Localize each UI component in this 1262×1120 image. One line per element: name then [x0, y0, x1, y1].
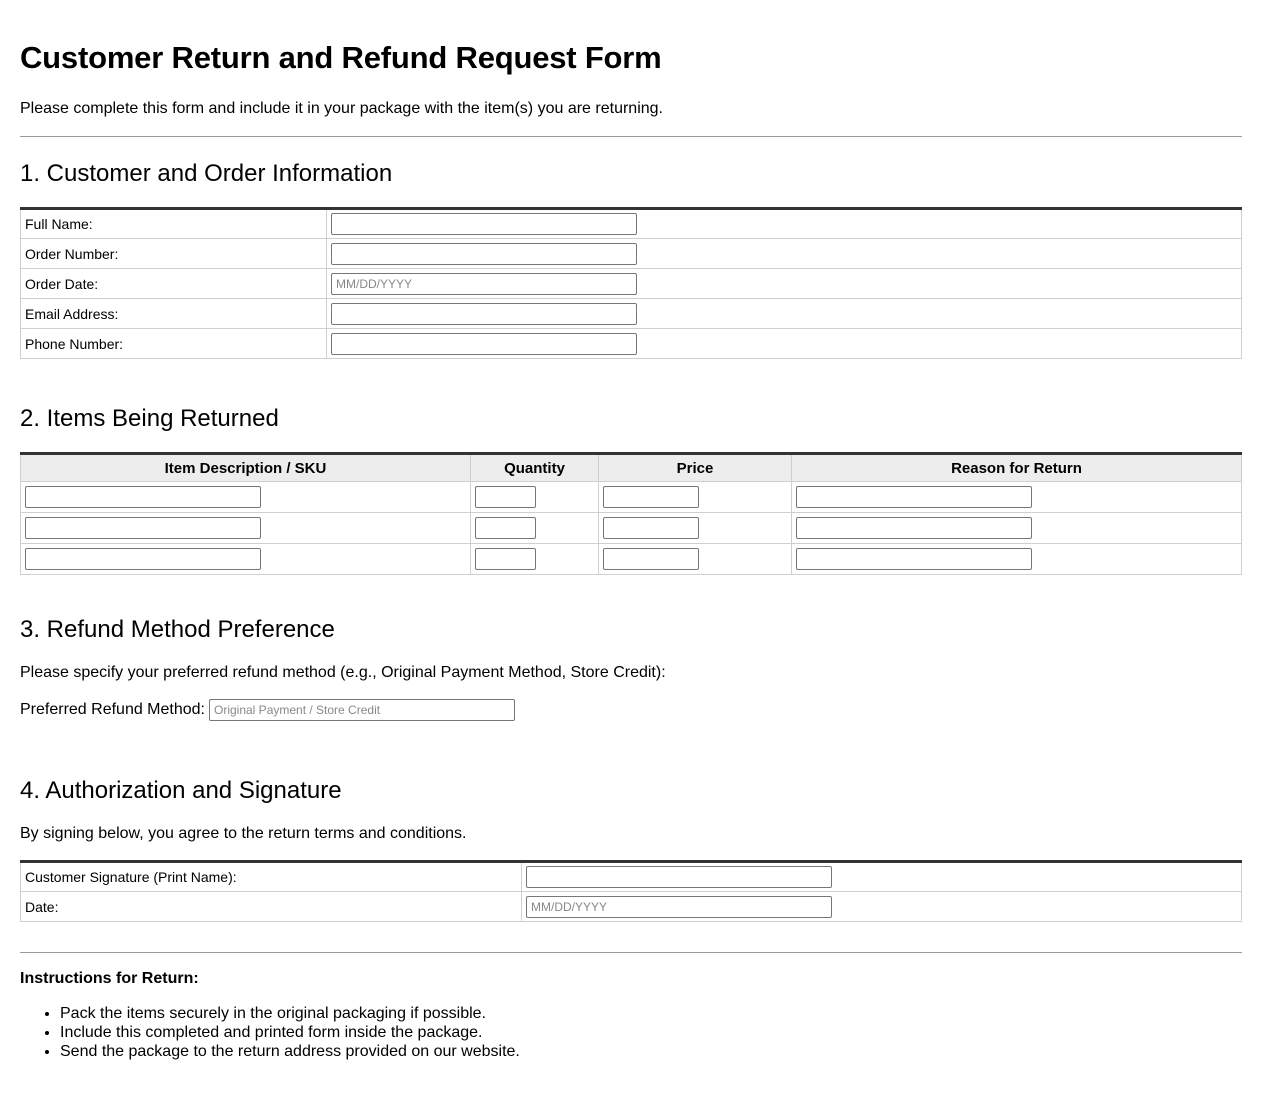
divider — [20, 952, 1242, 953]
email-label: Email Address: — [21, 299, 327, 329]
table-row — [21, 513, 1242, 544]
column-header-price: Price — [599, 454, 792, 482]
section-3-heading: 3. Refund Method Preference — [20, 616, 335, 643]
section-4-heading: 4. Authorization and Signature — [20, 777, 342, 804]
section-1-heading: 1. Customer and Order Information — [20, 160, 393, 187]
refund-method-row — [20, 699, 515, 721]
phone-input[interactable] — [331, 333, 637, 355]
signature-label: Customer Signature (Print Name): — [21, 862, 522, 892]
list-item: • Include this completed and printed form inside the package. — [60, 1023, 520, 1042]
order-number-label: Order Number: — [21, 239, 327, 269]
table-row — [21, 209, 1242, 239]
customer-info-table — [20, 207, 1242, 359]
table-header-row — [21, 454, 1242, 482]
intro-text: Please complete this form and include it in your package with the item(s) you are returning. — [20, 100, 663, 117]
item-description-input[interactable] — [25, 548, 261, 570]
table-row — [21, 892, 1242, 922]
order-date-label: Order Date: — [21, 269, 327, 299]
item-price-input[interactable] — [603, 548, 699, 570]
item-reason-input[interactable] — [796, 517, 1032, 539]
item-reason-input[interactable] — [796, 548, 1032, 570]
items-table — [20, 452, 1242, 575]
order-date-input[interactable] — [331, 273, 637, 295]
table-row — [21, 239, 1242, 269]
instructions-title: Instructions for Return: — [20, 970, 199, 987]
instructions-list — [20, 1004, 520, 1061]
signature-input[interactable] — [526, 866, 832, 888]
signature-date-input[interactable] — [526, 896, 832, 918]
item-quantity-input[interactable] — [475, 517, 536, 539]
table-row — [21, 862, 1242, 892]
list-item: • Pack the items securely in the original packaging if possible. — [60, 1004, 520, 1023]
full-name-label: Full Name: — [21, 209, 327, 239]
page-title: Customer Return and Refund Request Form — [20, 40, 662, 75]
table-row — [21, 299, 1242, 329]
item-description-input[interactable] — [25, 486, 261, 508]
divider — [20, 136, 1242, 137]
column-header-quantity: Quantity — [471, 454, 599, 482]
refund-instructions-text: Please specify your preferred refund method (e.g., Original Payment Method, Store Credit): — [20, 664, 666, 681]
section-2-heading: 2. Items Being Returned — [20, 405, 279, 432]
item-price-input[interactable] — [603, 517, 699, 539]
table-row — [21, 329, 1242, 359]
table-row — [21, 544, 1242, 575]
order-number-input[interactable] — [331, 243, 637, 265]
phone-label: Phone Number: — [21, 329, 327, 359]
full-name-input[interactable] — [331, 213, 637, 235]
refund-method-label: Preferred Refund Method: — [20, 701, 205, 718]
item-quantity-input[interactable] — [475, 486, 536, 508]
item-reason-input[interactable] — [796, 486, 1032, 508]
column-header-description: Item Description / SKU — [21, 454, 471, 482]
table-row — [21, 269, 1242, 299]
signature-terms-text: By signing below, you agree to the return terms and conditions. — [20, 825, 467, 842]
email-input[interactable] — [331, 303, 637, 325]
list-item: • Send the package to the return address provided on our website. — [60, 1042, 520, 1061]
signature-date-label: Date: — [21, 892, 522, 922]
item-price-input[interactable] — [603, 486, 699, 508]
refund-method-input[interactable] — [209, 699, 515, 721]
signature-table — [20, 860, 1242, 922]
table-row — [21, 482, 1242, 513]
item-quantity-input[interactable] — [475, 548, 536, 570]
item-description-input[interactable] — [25, 517, 261, 539]
column-header-reason: Reason for Return — [792, 454, 1242, 482]
